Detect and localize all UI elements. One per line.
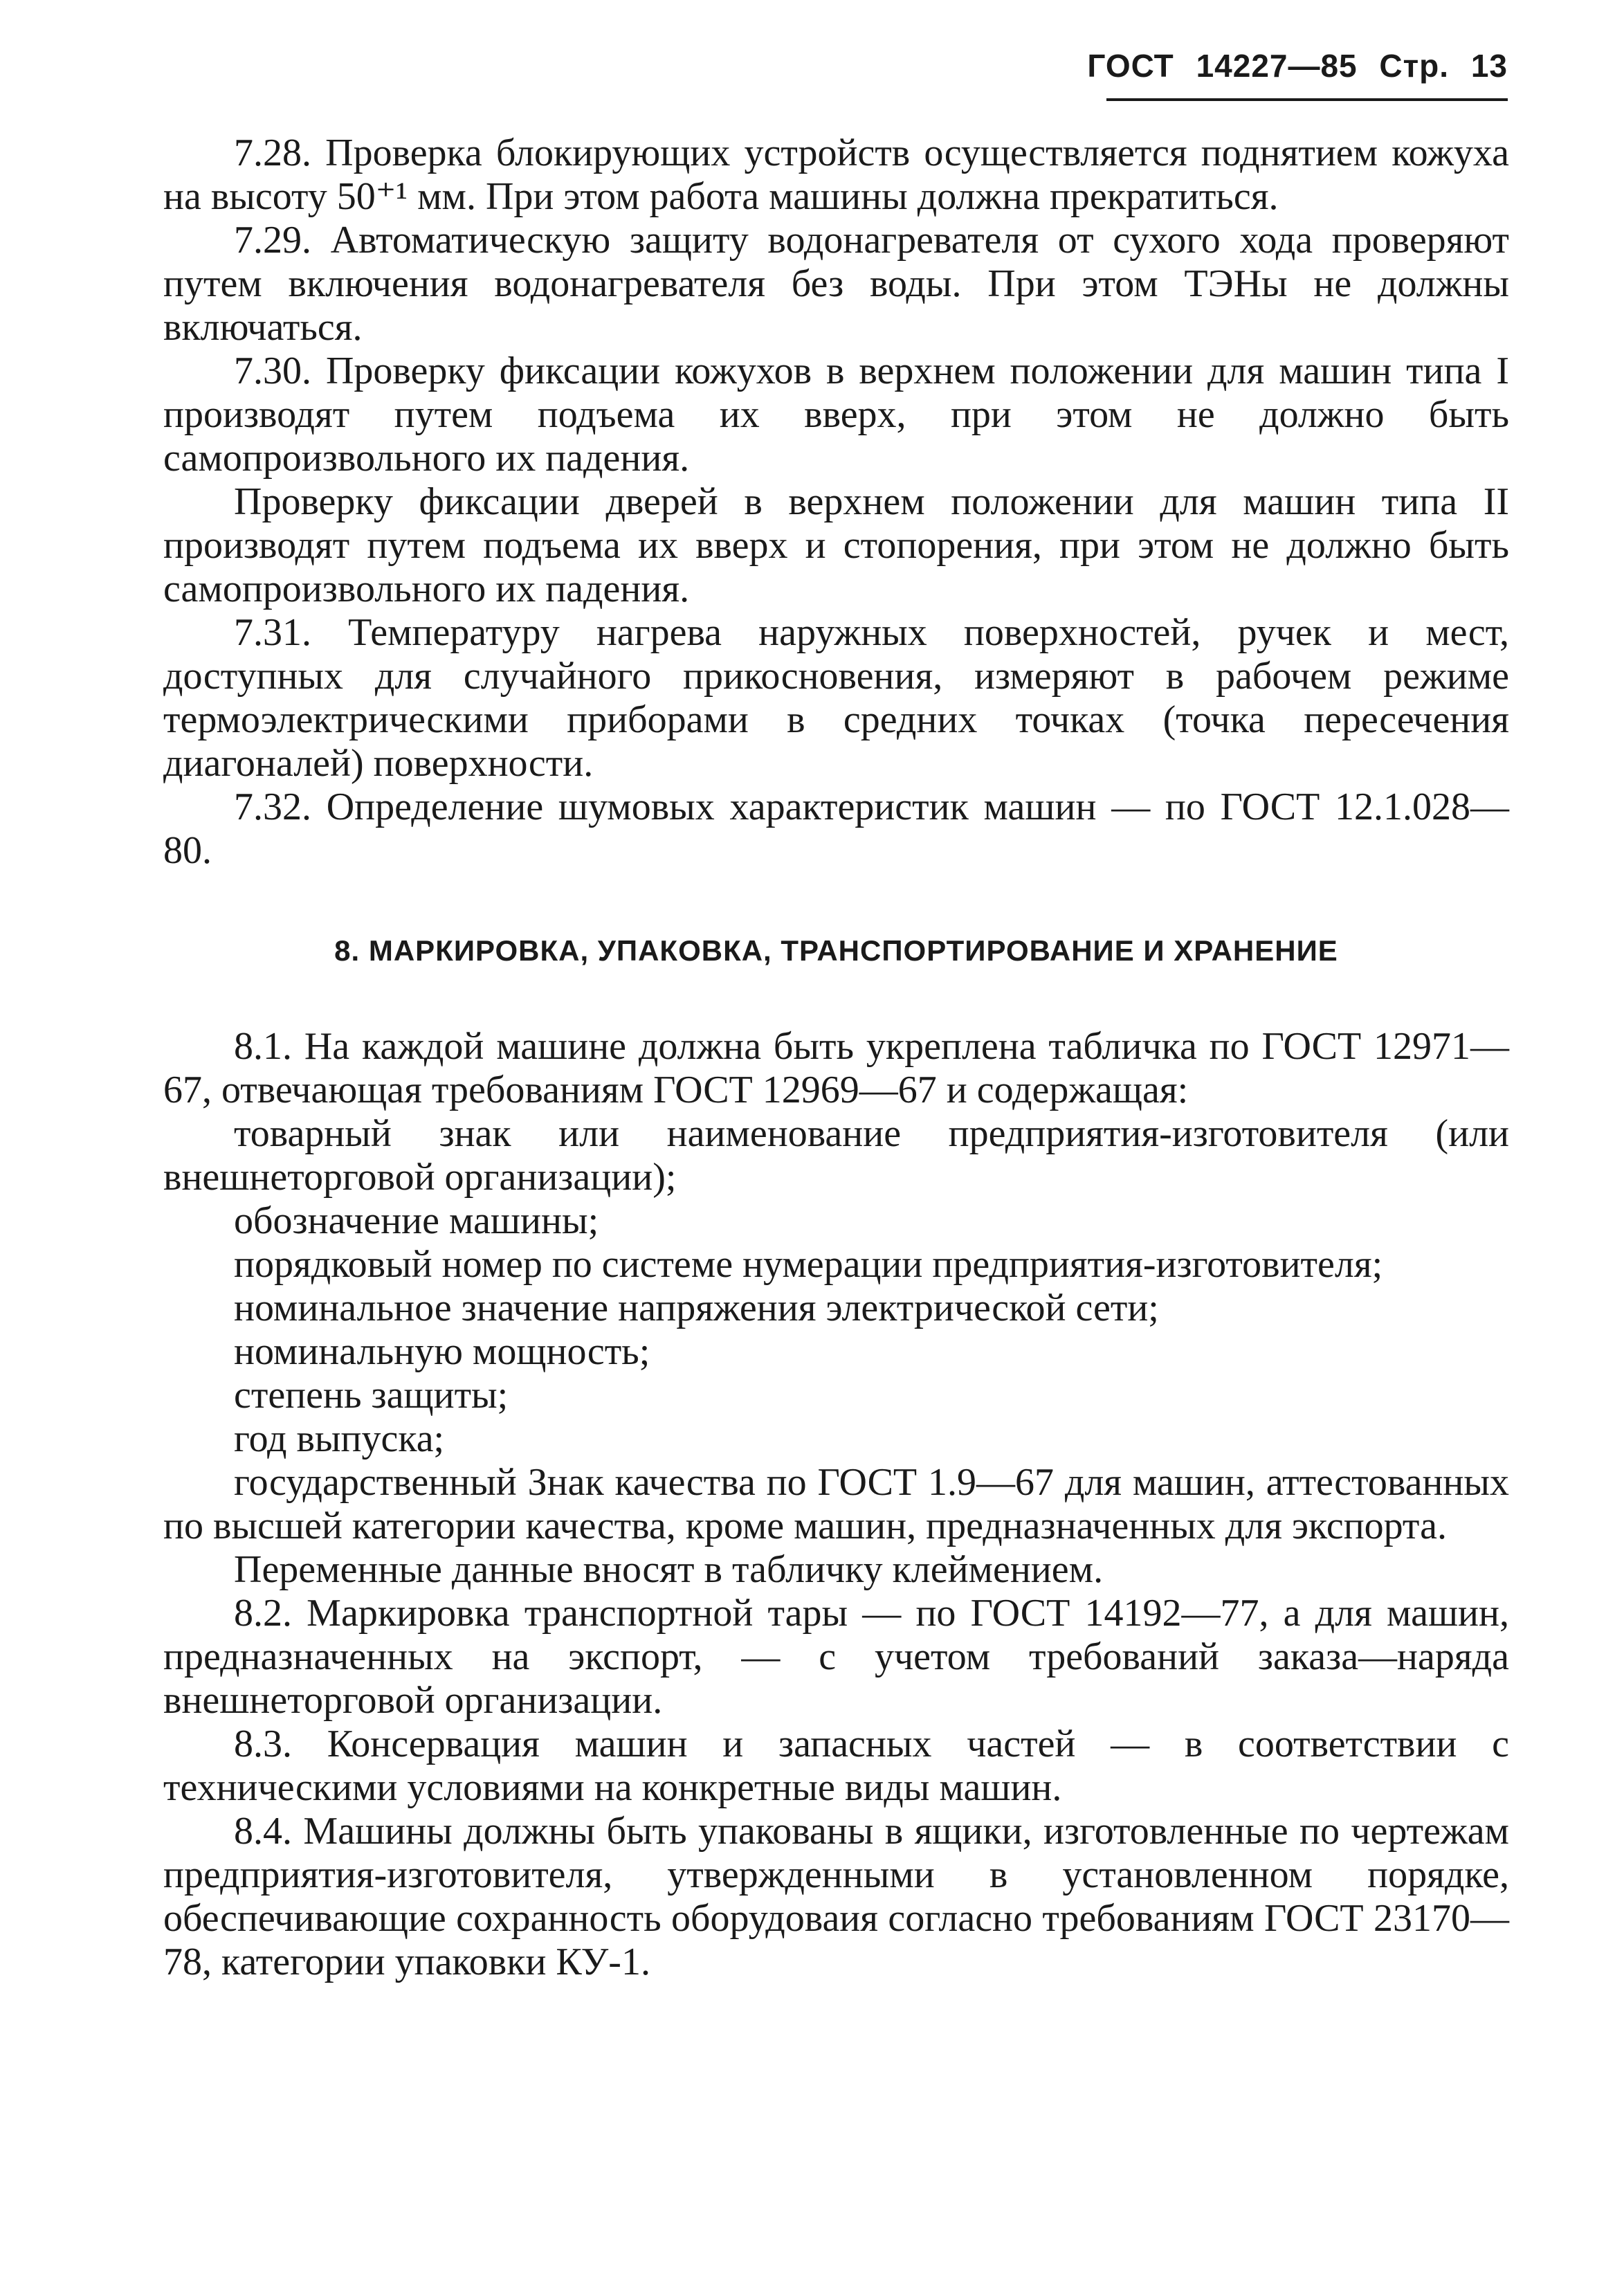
paragraph-8-1: 8.1. На каждой машине должна быть укреплена табличка по ГОСТ 12971—67, отвечающая требованиям ГОСТ 12969—67 и содержащая: — [163, 1025, 1509, 1111]
list-item-serial-number: порядковый номер по системе нумерации предприятия-изготовителя; — [234, 1243, 1383, 1286]
list-item-quality-mark: государственный Знак качества по ГОСТ 1.9—67 для машин, аттестованных по высшей категории качества, кроме машин, предназначенных для экспорта. — [163, 1461, 1509, 1547]
paragraph-8-2: 8.2. Маркировка транспортной тары — по ГОСТ 14192—77, а для машин, предназначенных на экспорт, — с учетом требований заказа—наряда внешнеторговой организации. — [163, 1592, 1509, 1722]
list-item-voltage: номинальное значение напряжения электрической сети; — [234, 1287, 1159, 1329]
list-item-trademark: товарный знак или наименование предприятия-изготовителя (или внешнеторговой организации); — [163, 1112, 1509, 1199]
list-item-designation: обозначение машины; — [234, 1199, 599, 1242]
paragraph-7-29: 7.29. Автоматическую защиту водонагревателя от сухого хода проверяют путем включения водонагревателя без воды. При этом ТЭНы не должны включаться. — [163, 219, 1509, 349]
paragraph-7-30-doors: Проверку фиксации дверей в верхнем положении для машин типа II производят путем подъема их вверх и стопорения, при этом не должно быть самопроизвольного их падения. — [163, 480, 1509, 610]
paragraph-7-28: 7.28. Проверка блокирующих устройств осуществляется поднятием кожуха на высоту 50⁺¹ мм. При этом работа машины должна прекратиться. — [163, 131, 1509, 218]
page-header: ГОСТ 14227—85 Стр. 13 — [1087, 48, 1508, 84]
paragraph-7-32: 7.32. Определение шумовых характеристик машин — по ГОСТ 12.1.028—80. — [163, 785, 1509, 872]
paragraph-8-4: 8.4. Машины должны быть упакованы в ящики, изготовленные по чертежам предприятия-изготовителя, утвержденными в установленном порядке, обеспечивающие сохранность оборудоваия согласно требованиям ГОСТ 23170—78, категории упаковки КУ-1. — [163, 1810, 1509, 1983]
section-title: 8. МАРКИРОВКА, УПАКОВКА, ТРАНСПОРТИРОВАНИЕ И ХРАНЕНИЕ — [334, 934, 1338, 967]
paragraph-7-31: 7.31. Температуру нагрева наружных поверхностей, ручек и мест, доступных для случайного прикосновения, измеряют в рабочем режиме термоэлектрическими приборами в средних точках (точка пересечения диагоналей) поверхности. — [163, 611, 1509, 785]
document-body — [163, 131, 1509, 1984]
list-item-year: год выпуска; — [234, 1417, 445, 1460]
list-item-protection: степень защиты; — [234, 1374, 509, 1417]
paragraph-7-30: 7.30. Проверку фиксации кожухов в верхнем положении для машин типа I производят путем подъема их вверх, при этом не должно быть самопроизвольного их падения. — [163, 349, 1509, 480]
list-item-power: номинальную мощность; — [234, 1330, 650, 1373]
paragraph-variable-data: Переменные данные вносят в табличку клеймением. — [234, 1548, 1104, 1591]
header-rule — [1106, 98, 1508, 101]
paragraph-8-3: 8.3. Консервация машин и запасных частей — в соответствии с техническими условиями на конкретные виды машин. — [163, 1723, 1509, 1809]
